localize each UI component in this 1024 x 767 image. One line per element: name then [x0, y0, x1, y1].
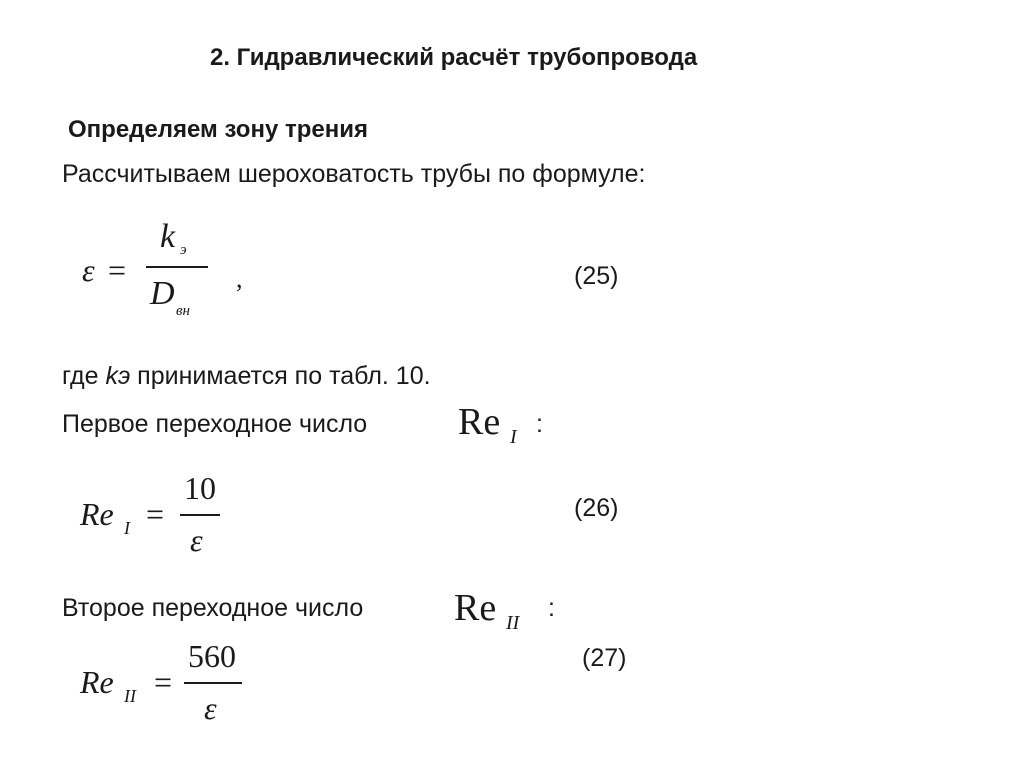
eq26-fraction-bar [180, 514, 220, 516]
eq26-number: (26) [574, 494, 619, 522]
eq25-denominator-sub: вн [176, 303, 190, 319]
eq27-fraction-bar [184, 682, 242, 684]
second-number-symbol-sub: II [506, 612, 520, 634]
first-number-text: Первое переходное число [62, 410, 368, 438]
eq27-equals: = [154, 664, 173, 700]
eq26-numerator: 10 [184, 470, 216, 506]
first-number-colon: : [536, 410, 543, 438]
first-number-symbol: Re [458, 401, 501, 443]
first-number-symbol-sub: I [510, 426, 517, 448]
eq25-equals: = [108, 252, 127, 288]
where-line [62, 362, 431, 391]
intro-text: Рассчитываем шероховатость трубы по формуле: [62, 160, 646, 188]
eq27-numerator: 560 [188, 638, 236, 674]
second-number-symbol: Re [454, 587, 497, 629]
eq25-numerator-var: k [160, 218, 176, 255]
eq26-equals: = [146, 496, 165, 532]
where-suffix: принимается по табл. 10. [130, 362, 431, 390]
where-var: kэ [105, 362, 131, 390]
eq25-number: (25) [574, 262, 619, 290]
eq25-denominator-var: D [150, 275, 175, 312]
eq26-denominator: ε [190, 522, 203, 558]
second-number-text: Второе переходное число [62, 594, 364, 622]
section-heading: Определяем зону трения [68, 116, 368, 143]
eq27-number: (27) [582, 644, 627, 672]
eq27-denominator: ε [204, 690, 217, 726]
second-number-colon: : [548, 594, 555, 622]
page-title: 2. Гидравлический расчёт трубопровода [210, 44, 698, 71]
eq26-lhs: Re [80, 496, 114, 532]
eq27-lhs-sub: II [124, 686, 136, 706]
eq27-lhs: Re [80, 664, 114, 700]
eq25-numerator-sub: э [180, 242, 187, 258]
eq25-lhs: ε [82, 252, 95, 288]
eq25-comma: , [236, 264, 243, 293]
eq26-lhs-sub: I [124, 518, 130, 538]
eq25-fraction-bar [146, 266, 208, 268]
where-prefix: где [62, 362, 106, 390]
